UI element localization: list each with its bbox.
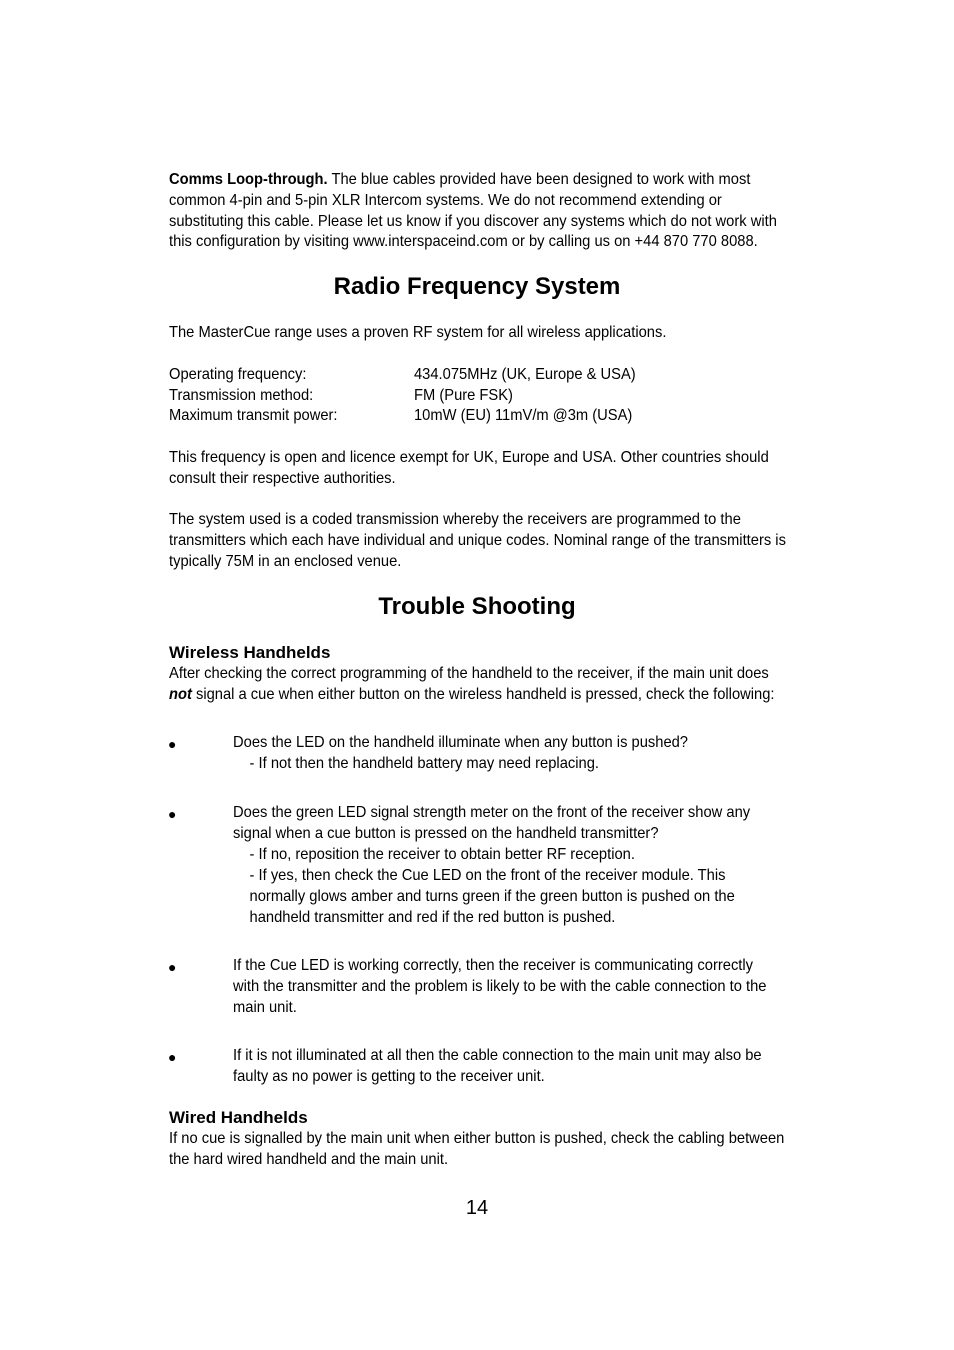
bullet-icon: ●: [168, 806, 177, 822]
bullet-item-1: [233, 732, 783, 774]
wireless-intro-b: signal a cue when either button on the wireless handheld is pressed, check the following:: [191, 685, 775, 703]
wireless-subheading: Wireless Handhelds: [169, 643, 331, 662]
wireless-intro: [169, 664, 789, 706]
bullet-item-2-sub-1: - If no, reposition the receiver to obtain better RF reception.: [249, 846, 635, 863]
bullet-item-2-main: Does the green LED signal strength meter on the front of the receiver show any signal when a cue button is pressed on the handheld transmitter?: [233, 804, 751, 842]
wireless-intro-not: not: [169, 685, 192, 703]
bullet-item-3-main: If the Cue LED is working correctly, then the receiver is communicating correctly with the transmitter and the problem is likely to be with the cable connection to the main unit.: [233, 957, 767, 1016]
ts-heading: Trouble Shooting: [378, 593, 576, 620]
spec-value-power: 10mW (EU) 11mV/m @3m (USA): [414, 407, 633, 424]
bullet-item-4: [233, 1045, 783, 1087]
page-number: 14: [465, 1197, 489, 1219]
bullet-item-1-sub-1: - If not then the handheld battery may need replacing.: [249, 755, 599, 772]
bullet-icon: ●: [168, 1049, 177, 1065]
comms-paragraph: [169, 170, 789, 253]
wired-paragraph: If no cue is signalled by the main unit when either button is pushed, check the cabling between the hard wired handheld and the main unit.: [169, 1130, 785, 1168]
rf-paragraph-licence: This frequency is open and licence exempt for UK, Europe and USA. Other countries should consult their respective authorities.: [169, 449, 769, 487]
comms-text: The blue cables provided have been designed to work with most common 4-pin and 5-pin XLR Intercom systems. We do not recommend extending or substituting this cable. Please let us know if you discover any systems which do not work with this configuration by visiting www.interspaceind.com or by calling us on +44 870 770 8088.: [169, 171, 777, 251]
bullet-item-2: [233, 802, 783, 928]
rf-paragraph-coded: The system used is a coded transmission whereby the receivers are programmed to the transmitters which each have individual and unique codes. Nominal range of the transmitters is typically 75M in an enclosed venue.: [169, 511, 786, 570]
spec-value-transmission: FM (Pure FSK): [414, 387, 513, 404]
comms-lead: Comms Loop-through.: [169, 171, 328, 188]
bullet-icon: ●: [168, 736, 177, 752]
bullet-item-1-main: Does the LED on the handheld illuminate when any button is pushed?: [233, 734, 688, 751]
bullet-item-2-sub-2: - If yes, then check the Cue LED on the front of the receiver module. This normally glows amber and turns green if the green button is pushed on the handheld transmitter and red if the red button is pushed.: [249, 867, 735, 926]
wireless-intro-a: After checking the correct programming of the handheld to the receiver, if the main unit does: [169, 665, 769, 682]
rf-intro: The MasterCue range uses a proven RF system for all wireless applications.: [169, 324, 667, 341]
rf-heading: Radio Frequency System: [333, 273, 621, 300]
bullet-item-4-main: If it is not illuminated at all then the cable connection to the main unit may also be faulty as no power is getting to the receiver unit.: [233, 1047, 762, 1085]
bullet-item-3: [233, 955, 783, 1018]
spec-label-power: Maximum transmit power:: [169, 407, 338, 424]
bullet-icon: ●: [168, 959, 177, 975]
spec-label-frequency: Operating frequency:: [169, 366, 307, 383]
spec-label-transmission: Transmission method:: [169, 387, 314, 404]
wired-subheading: Wired Handhelds: [169, 1108, 308, 1127]
spec-value-frequency: 434.075MHz (UK, Europe & USA): [414, 366, 636, 383]
